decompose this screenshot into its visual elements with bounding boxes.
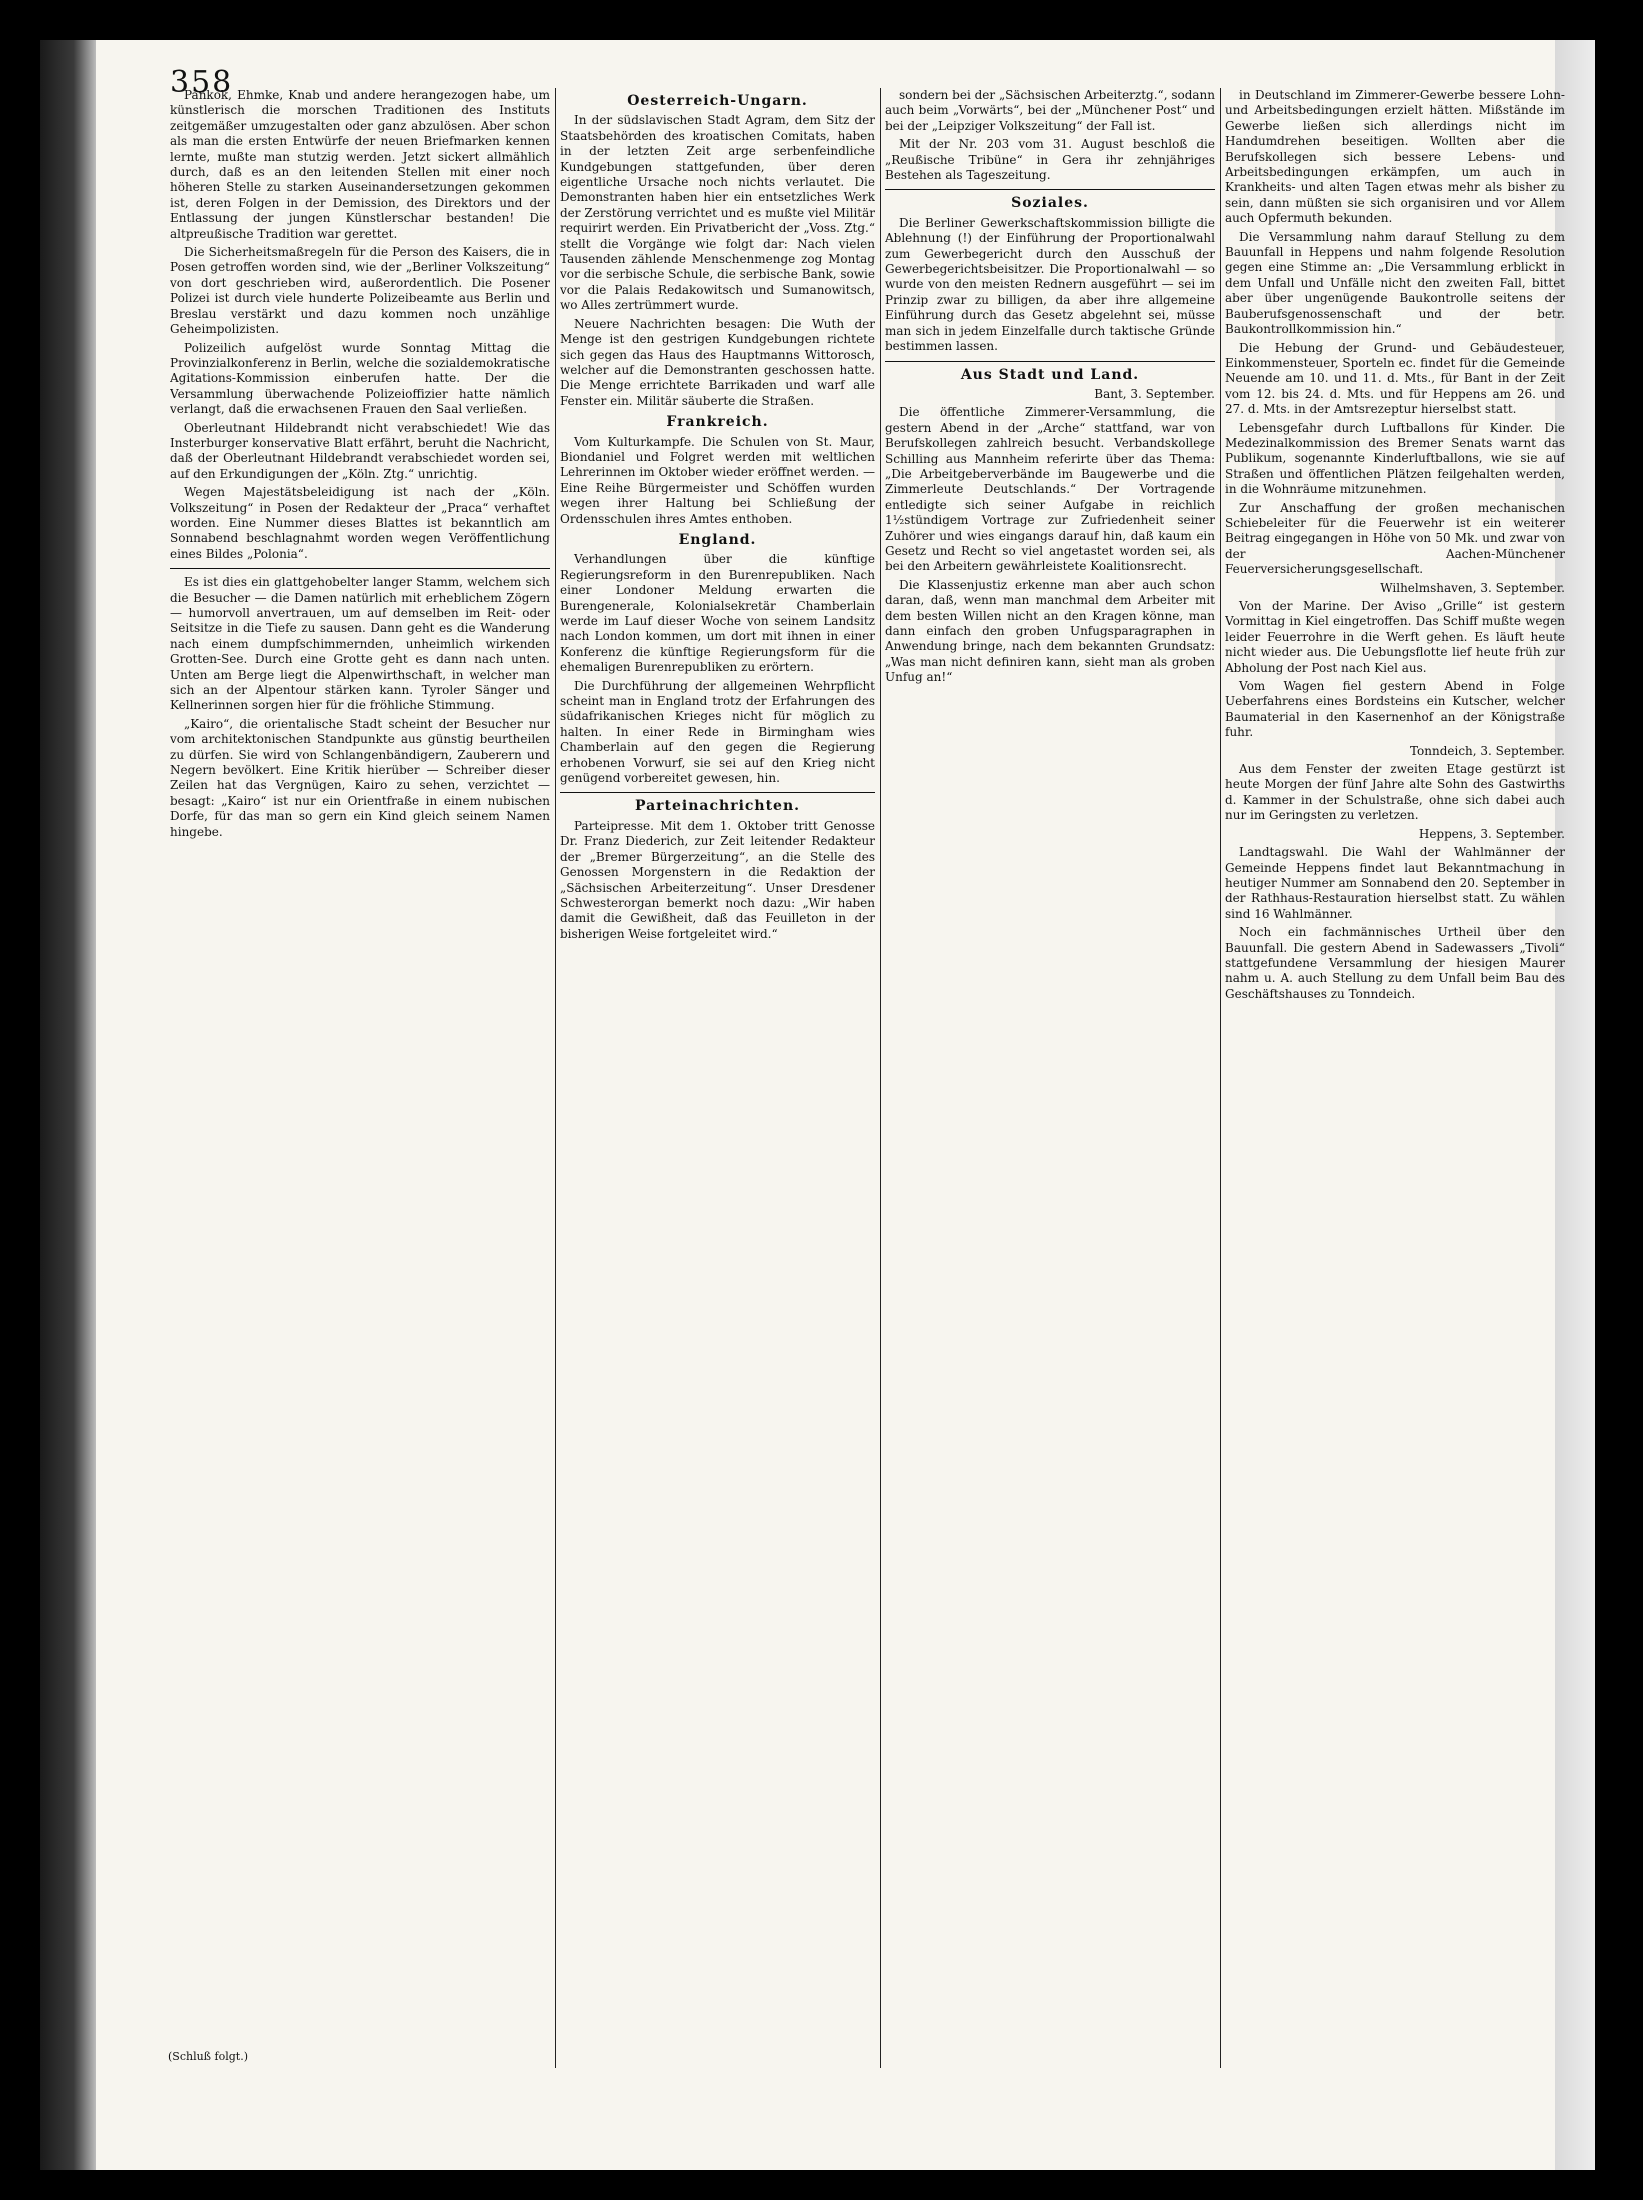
article-text: Die Klassenjustiz erkenne man aber auch schon daran, daß, wenn man manchmal dem Arbeiter mit dem besten Willen nicht an den Kragen könne, man dann einfach den groben Unfugsparagraphen in Anwendung bringe, nach dem bekannten Grundsatz: „Was man nicht definiren kann, sieht man als groben Unfug an!“ (885, 577, 1215, 685)
column-3 (885, 88, 1215, 2078)
article-text: Die Berliner Gewerkschaftskommission billigte die Ablehnung (!) der Einführung der Proportionalwahl zum Gewerbegericht durch den Ausschuß der Gewerbegerichtsbeisitzer. Die Proportionalwahl — so wurde von den meisten Rednern ausgeführt — sei im Prinzip zwar zu billigen, da aber ihre allgemeine Einführung durch das Gesetz abgelehnt sei, müsse man sich in jedem Einzelfalle durch taktische Gründe bestimmen lassen. (885, 215, 1215, 354)
column-rule (880, 88, 881, 2068)
page-number: 358 (170, 65, 234, 100)
article-text: Die Sicherheitsmaßregeln für die Person des Kaisers, die in Posen getroffen worden sind, wie der „Berliner Volkszeitung“ von dort geschrieben wird, außerordentlich. Die Posener Polizei ist durch viele hunderte Polizeibeamte aus Berlin und Breslau verstärkt und dazu kommen noch unzählige Geheimpolizisten. (170, 245, 550, 337)
dateline: Wilhelmshaven, 3. September. (1380, 580, 1565, 595)
column-rule (1220, 88, 1221, 2068)
column-rule (555, 88, 556, 2068)
section-divider (560, 792, 875, 793)
article-text: Die Hebung der Grund- und Gebäudesteuer, Einkommensteuer, Sporteln ec. findet für die Gemeinde Neuende am 10. und 11. d. Mts., für Bant in der Zeit vom 12. bis 24. d. Mts. und für Heppens am 26. und 27. d. Mts. in der Amtsrezeptur hierselbst statt. (1225, 340, 1565, 417)
feuilleton-text: Es ist dies ein glattgehobelter langer Stamm, welchem sich die Besucher — die Damen natürlich mit erheblichem Zögern — humorvoll anvertrauen, um auf demselben im Reit- oder Seitsitze in die Tiefe zu sausen. Dann geht es die Wanderung nach einem dumpfschimmernden, unheimlich wirkenden Grotten-See. Durch eine Grotte geht es dann nach unten. Unten am Berge liegt die Alpenwirthschaft, in welcher man sich an der Alpentour stärken kann. Tyroler Sänger und Kellnerinnen sorgen hier für die fröhliche Stimmung. (170, 575, 550, 713)
article-text: Wegen Majestätsbeleidigung ist nach der „Köln. Volkszeitung“ in Posen der Redakteur der „Praca“ verhaftet worden. Eine Nummer dieses Blattes ist bekanntlich am Sonnabend beschlagnahmt worden wegen Veröffentlichung eines Bildes „Polonia“. (170, 485, 550, 561)
article-text: Lebensgefahr durch Luftballons für Kinder. Die Medezinalkommission des Bremer Senats warnt das Publikum, sogenannte Kinderluftballons, wie sie auf Straßen und öffentlichen Plätzen feilgehalten werden, in die Wohnräume mitzunehmen. (1225, 420, 1565, 497)
article-text: Vom Wagen fiel gestern Abend in Folge Ueberfahrens eines Bordsteins ein Kutscher, welcher Baumaterial in den Kasernenhof an der Königstraße fuhr. (1225, 679, 1565, 740)
article-text: Zur Anschaffung der großen mechanischen Schiebeleiter für die Feuerwehr ist ein weiterer Beitrag eingegangen in Höhe von 50 Mk. und zwar von der Aachen-Münchener Feuerversicherungsgesellschaft. (1225, 500, 1565, 577)
section-divider (170, 568, 550, 569)
article-text: in Deutschland im Zimmerer-Gewerbe bessere Lohn- und Arbeitsbedingungen erzielt hätten. Mißstände im Gewerbe ließen sich allerdings nicht im Handumdrehen beseitigen. Wollten aber die Berufskollegen sich bessere Lebens- und Arbeitsbedingungen erkämpfen, um auch in Krankheits- und alten Tagen etwas mehr als bisher zu sein, dann müßten sie sich organisiren und vor Allem auch Opfermuth bekunden. (1225, 88, 1565, 226)
article-text: Verhandlungen über die künftige Regierungsreform in den Burenrepubliken. Nach einer Londoner Meldung erwarten die Burengenerale, Kolonialsekretär Chamberlain werde im Lauf dieser Woche von seinem Landsitz nach London kommen, um dort mit ihnen in einer Konferenz die künftige Regierungsform für die ehemaligen Burenrepubliken zu erörtern. (560, 552, 875, 675)
article-text: Von der Marine. Der Aviso „Grille“ ist gestern Vormittag in Kiel eingetroffen. Das Schiff mußte wegen leider Feuerrohre in die Werft gehen. Es läuft heute nicht wieder aus. Die Uebungsflotte lief heute früh zur Abholung der Post nach Kiel aus. (1225, 599, 1565, 675)
section-heading: England. (678, 531, 757, 548)
dateline: Heppens, 3. September. (1418, 826, 1565, 841)
article-text: Oberleutnant Hildebrandt nicht verabschiedet! Wie das Insterburger konservative Blatt erfährt, beruht die Nachricht, daß der Oberleutnant Hildebrandt verabschiedet worden sei, auf den Erkundigungen der „Köln. Ztg.“ unrichtig. (170, 420, 550, 481)
article-text: Neuere Nachrichten besagen: Die Wuth der Menge ist den gestrigen Kundgebungen richtete sich gegen das Haus des Hauptmanns Wittorosch, welcher auf die Demonstranten geschossen hatte. Die Menge errichtete Barrikaden und warf alle Fenster ein. Militär säuberte die Straßen. (560, 316, 875, 408)
article-text: Pankok, Ehmke, Knab und andere herangezogen habe, um künstlerisch die morschen Traditionen des Instituts zeitgemäßer umzugestalten oder ganz abzulösen. Aber schon als man die ersten Entwürfe der neuen Briefmarken kennen lernte, mußte man stutzig werden. Jetzt sickert allmählich durch, daß es an den leitenden Stellen mit einer noch höheren Stelle zu starken Auseinandersetzungen gekommen ist, deren Folgen in der Demission, des Direktors und der Entlassung der jungen Künstlerschar bestanden! Die altpreußische Tradition war gerettet. (170, 88, 550, 241)
article-text: Die Durchführung der allgemeinen Wehrpflicht scheint man in England trotz der Erfahrungen des südafrikanischen Krieges nicht für möglich zu halten. In einer Rede in Birmingham wies Chamberlain auf den gegen die Regierung erhobenen Vorwurf, sie sei auf den Krieg nicht genügend vorbereitet gewesen, hin. (560, 678, 875, 786)
column-2 (560, 88, 875, 1728)
article-text: Die öffentliche Zimmerer-Versammlung, die gestern Abend in der „Arche“ stattfand, war von Berufskollegen zahlreich besucht. Verbandskollege Schilling aus Mannheim referirte über das Thema: „Die Arbeitgeberverbände im Baugewerbe und die Zimmerleute Deutschlands.“ Der Vortragende entledigte sich seiner Aufgabe in reichlich 1½stündigem Vortrage zur Zufriedenheit seiner Zuhörer und wies eingangs darauf hin, daß kaum ein Gesetz und Recht so viel angetastet worden sei, als bei den Arbeitern gewährleistete Koalitionsrecht. (885, 405, 1215, 574)
article-text: In der südslavischen Stadt Agram, dem Sitz der Staatsbehörden des kroatischen Comitats, haben in der letzten Zeit arge serbenfeindliche Kundgebungen stattgefunden, über deren eigentliche Ursache noch nichts verlautet. Die Demonstranten haben hier ein entsetzliches Werk der Zerstörung verrichtet und es mußte viel Militär requirirt werden. Ein Privatbericht der „Voss. Ztg.“ stellt die Vorgänge wie folgt dar: Nach vielen Tausenden zählende Menschenmenge zog Montag vor die serbische Schule, die serbische Bank, sowie vor die Palais Redakowitsch und Sumanowitsch, wo Alles zertrümmert wurde. (560, 113, 875, 313)
article-text: Mit der Nr. 203 vom 31. August beschloß die „Reußische Tribüne“ in Gera ihr zehnjähriges Bestehen als Tageszeitung. (885, 137, 1215, 183)
article-text: Aus dem Fenster der zweiten Etage gestürzt ist heute Morgen der fünf Jahre alte Sohn des Gastwirths d. Kammer in der Schulstraße, ohne sich dabei auch nur im Geringsten zu verletzen. (1225, 762, 1565, 823)
article-text: sondern bei der „Sächsischen Arbeiterztg.“, sodann auch beim „Vorwärts“, bei der „Münchener Post“ und bei der „Leipziger Volkszeitung“ der Fall ist. (885, 88, 1215, 133)
continuation-note: (Schluß folgt.) (168, 2050, 248, 2063)
binding-edge (40, 40, 96, 2170)
article-text: Vom Kulturkampfe. Die Schulen von St. Maur, Biondaniel und Folgret werden mit weltlichen Lehrerinnen im Oktober wieder eröffnet werden. — Eine Reihe Bürgermeister und Schöffen wurden wegen ihrer Haltung bei Schließung der Ordensschulen ihres Amtes enthoben. (560, 434, 875, 526)
article-text: Polizeilich aufgelöst wurde Sonntag Mittag die Provinzialkonferenz in Berlin, welche die sozialdemokratische Agitations-Kommission einberufen hatte. Der die Versammlung überwachende Polizeioffizier hatte nämlich verlangt, daß die erwachsenen Frauen den Saal verließen. (170, 340, 550, 417)
section-heading: Soziales. (1011, 195, 1089, 212)
section-divider (885, 361, 1215, 362)
feuilleton-text: „Kairo“, die orientalische Stadt scheint der Besucher nur vom architektonischen Standpunkte aus günstig beurtheilen zu dürfen. Sie wird von Schlangenbändigern, Zauberern und Negern bevölkert. Eine Kritik hierüber — Schreiber dieser Zeilen hat das Vergnügen, Kairo zu sehen, verzichtet — besagt: „Kairo“ ist nur ein Orientfraße in einem nubischen Dorfe, für das man so gern ein Kind gleich seinem Namen hingebe. (170, 716, 550, 839)
article-text: Landtagswahl. Die Wahl der Wahlmänner der Gemeinde Heppens findet laut Bekanntmachung in heutiger Nummer am Sonnabend den 20. September in der Rathhaus-Restauration hierselbst statt. Zu wählen sind 16 Wahlmänner. (1225, 845, 1565, 921)
section-divider (885, 189, 1215, 190)
section-heading: Parteinachrichten. (634, 798, 801, 815)
column-4 (1225, 88, 1565, 2088)
article-text: Parteipresse. Mit dem 1. Oktober tritt Genosse Dr. Franz Diederich, zur Zeit leitender Redakteur der „Bremer Bürgerzeitung“, an die Stelle des Genossen Morgenstern in die Redaktion der „Sächsischen Arbeiterzeitung“. Unser Dresdener Schwesterorgan bemerkt noch dazu: „Wir haben damit die Gewißheit, daß das Feuilleton in der bisherigen Weise fortgeleitet wird.“ (560, 818, 875, 941)
article-text: Die Versammlung nahm darauf Stellung zu dem Bauunfall in Heppens und nahm folgende Resolution gegen eine Stimme an: „Die Versammlung erblickt in dem Unfall und Unfälle nicht den zweiten Fall, bittet aber über ungenügende Baukontrolle seitens der Bauberufsgenossenschaft und der betr. Baukontrollkommission hin.“ (1225, 229, 1565, 337)
article-text: Noch ein fachmännisches Urtheil über den Bauunfall. Die gestern Abend in Sadewassers „Tivoli“ stattgefundene Versammlung der hiesigen Maurer nahm u. A. auch Stellung zu dem Unfall beim Bau des Geschäftshauses zu Tonndeich. (1225, 925, 1565, 1001)
dateline: Tonndeich, 3. September. (1409, 743, 1565, 758)
section-heading: Aus Stadt und Land. (960, 366, 1140, 383)
column-1 (170, 88, 550, 2068)
section-heading: Frankreich. (666, 414, 769, 431)
section-heading: Oesterreich-Ungarn. (627, 93, 808, 109)
dateline: Bant, 3. September. (1094, 386, 1215, 401)
